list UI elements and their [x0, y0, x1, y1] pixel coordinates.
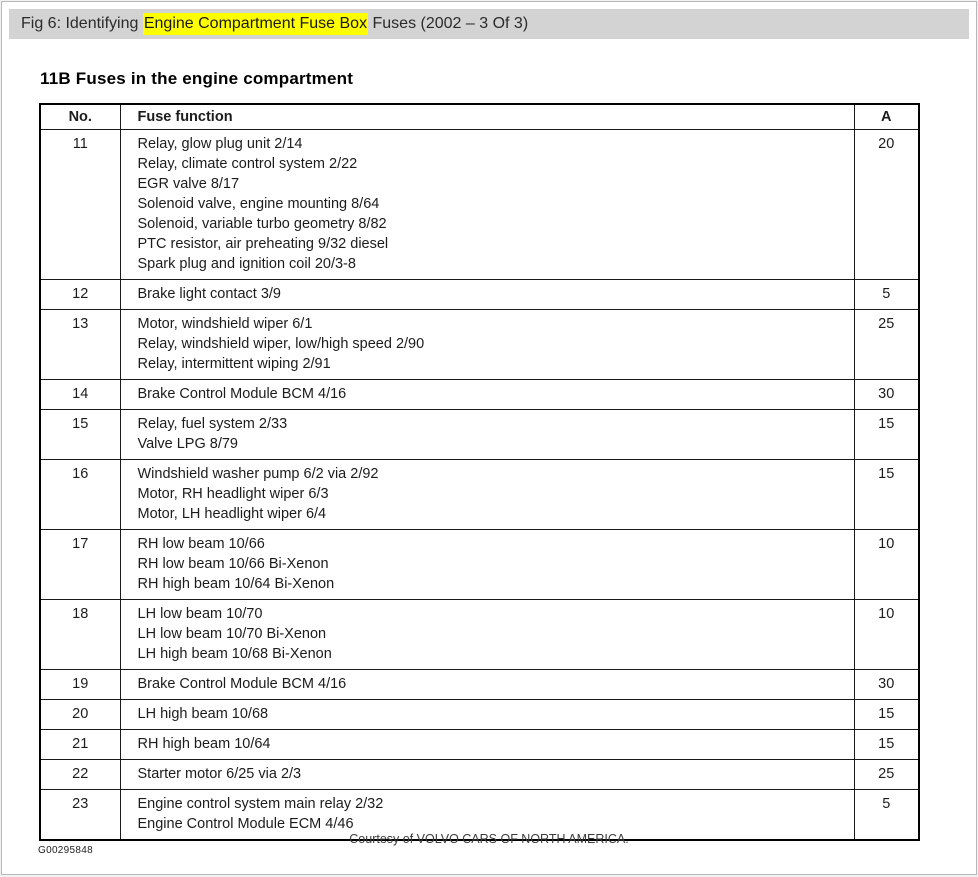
fuse-function-cell	[120, 760, 854, 790]
fuse-amp: 15	[854, 730, 919, 760]
fuse-function-line: Valve LPG 8/79	[137, 436, 238, 452]
fuse-function-line: Brake light contact 3/9	[137, 286, 281, 302]
fuse-amp: 5	[854, 280, 919, 310]
caption-highlighted-text: Engine Compartment Fuse Box	[143, 13, 368, 35]
fuse-amp: 10	[854, 530, 919, 600]
fuse-function-cell	[120, 730, 854, 760]
fuse-function-line: Motor, LH headlight wiper 6/4	[137, 506, 327, 522]
fuse-amp: 5	[854, 790, 919, 841]
fuse-function-line: EGR valve 8/17	[137, 176, 240, 192]
fuse-function-cell	[120, 130, 854, 280]
fuse-function-line: LH low beam 10/70	[137, 606, 263, 622]
fuse-table	[39, 103, 920, 841]
column-header-function: Fuse function	[120, 104, 854, 130]
fuse-table-body	[40, 130, 919, 841]
fuse-function-line: Engine Control Module ECM 4/46	[137, 816, 354, 832]
fuse-function-line: Starter motor 6/25 via 2/3	[137, 766, 302, 782]
fuse-no: 17	[40, 530, 120, 600]
fuse-function-line: LH low beam 10/70 Bi-Xenon	[137, 626, 327, 642]
fuse-no: 19	[40, 670, 120, 700]
fuse-no: 14	[40, 380, 120, 410]
table-row	[40, 380, 919, 410]
fuse-function-cell	[120, 380, 854, 410]
fuse-no: 16	[40, 460, 120, 530]
table-row	[40, 310, 919, 380]
document-page	[1, 1, 977, 875]
fuse-function-line: Brake Control Module BCM 4/16	[137, 676, 347, 692]
figure-id: G00295848	[38, 845, 93, 856]
section-title: 11B Fuses in the engine compartment	[40, 69, 354, 88]
fuse-function-line: Relay, fuel system 2/33	[137, 416, 288, 432]
fuse-amp: 15	[854, 700, 919, 730]
header-row	[40, 104, 919, 130]
fuse-function-line: Spark plug and ignition coil 20/3-8	[137, 256, 356, 272]
fuse-function-cell	[120, 670, 854, 700]
fuse-amp: 30	[854, 380, 919, 410]
fuse-function-line: Relay, glow plug unit 2/14	[137, 136, 303, 152]
fuse-function-line: Solenoid valve, engine mounting 8/64	[137, 196, 380, 212]
fuse-amp: 10	[854, 600, 919, 670]
table-row	[40, 280, 919, 310]
fuse-function-line: Engine control system main relay 2/32	[137, 796, 384, 812]
fuse-function-line: RH low beam 10/66 Bi-Xenon	[137, 556, 329, 572]
fuse-no: 22	[40, 760, 120, 790]
table-row	[40, 600, 919, 670]
fuse-function-cell	[120, 530, 854, 600]
fuse-amp: 15	[854, 410, 919, 460]
fuse-function-line: Windshield washer pump 6/2 via 2/92	[137, 466, 379, 482]
fuse-no: 18	[40, 600, 120, 670]
caption-suffix: Fuses (2002 – 3 Of 3)	[368, 15, 529, 32]
fuse-table-header	[40, 104, 919, 130]
fuse-no: 12	[40, 280, 120, 310]
fuse-function-line: RH high beam 10/64 Bi-Xenon	[137, 576, 335, 592]
fuse-amp: 25	[854, 760, 919, 790]
table-row	[40, 730, 919, 760]
fuse-function-line: Brake Control Module BCM 4/16	[137, 386, 347, 402]
column-header-amp: A	[854, 104, 919, 130]
fuse-amp: 25	[854, 310, 919, 380]
fuse-function-line: LH high beam 10/68 Bi-Xenon	[137, 646, 332, 662]
fuse-function-line: Motor, RH headlight wiper 6/3	[137, 486, 329, 502]
courtesy-line: Courtesy of VOLVO CARS OF NORTH AMERICA.	[349, 832, 629, 846]
table-row	[40, 460, 919, 530]
fuse-function-line: Relay, windshield wiper, low/high speed 2/90	[137, 336, 425, 352]
fuse-function-cell	[120, 310, 854, 380]
fuse-no: 11	[40, 130, 120, 280]
caption-prefix: Fig 6: Identifying	[21, 15, 143, 32]
column-header-no: No.	[40, 104, 120, 130]
fuse-function-cell	[120, 280, 854, 310]
fuse-no: 13	[40, 310, 120, 380]
fuse-amp: 15	[854, 460, 919, 530]
fuse-function-line: Solenoid, variable turbo geometry 8/82	[137, 216, 387, 232]
table-row	[40, 410, 919, 460]
fuse-function-line: PTC resistor, air preheating 9/32 diesel	[137, 236, 389, 252]
fuse-function-line: Relay, climate control system 2/22	[137, 156, 358, 172]
fuse-function-cell	[120, 700, 854, 730]
fuse-function-line: LH high beam 10/68	[137, 706, 269, 722]
fuse-no: 20	[40, 700, 120, 730]
fuse-function-line: Relay, intermittent wiping 2/91	[137, 356, 331, 372]
table-row	[40, 700, 919, 730]
table-row	[40, 130, 919, 280]
fuse-amp: 20	[854, 130, 919, 280]
table-row	[40, 760, 919, 790]
table-row	[40, 530, 919, 600]
fuse-function-line: RH low beam 10/66	[137, 536, 265, 552]
fuse-no: 23	[40, 790, 120, 841]
figure-caption-bar	[9, 9, 969, 39]
fuse-no: 21	[40, 730, 120, 760]
fuse-function-cell	[120, 410, 854, 460]
fuse-function-cell	[120, 600, 854, 670]
fuse-function-line: Motor, windshield wiper 6/1	[137, 316, 313, 332]
fuse-function-line: RH high beam 10/64	[137, 736, 271, 752]
fuse-function-cell	[120, 460, 854, 530]
fuse-amp: 30	[854, 670, 919, 700]
table-row	[40, 670, 919, 700]
fuse-no: 15	[40, 410, 120, 460]
